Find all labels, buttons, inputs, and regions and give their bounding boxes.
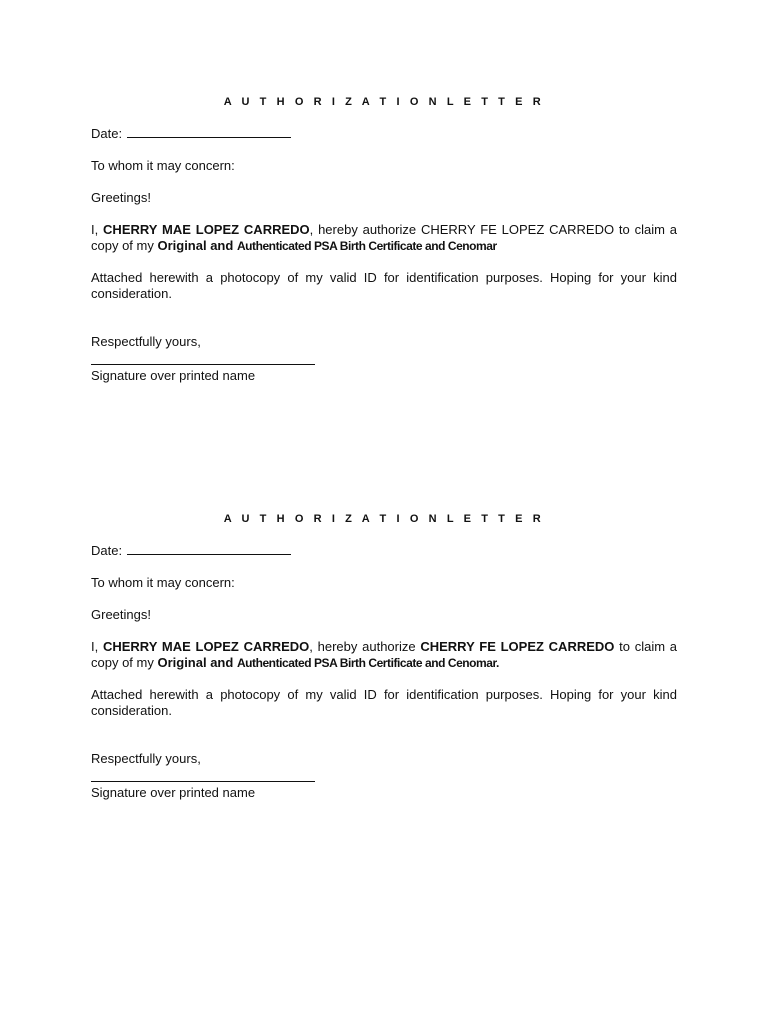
grantee-name: CHERRY FE LOPEZ CARREDO <box>420 639 615 654</box>
closing: Respectfully yours, <box>91 334 201 349</box>
body-prefix: I, <box>91 639 103 654</box>
body-prefix: I, <box>91 222 104 237</box>
document-name-part2: Authenticated PSA Birth Certificate and Cenomar <box>236 239 497 253</box>
document-name-part1: Original and <box>157 238 237 253</box>
document-name-part2: Authenticated PSA Birth Certificate and Cenomar. <box>236 656 499 670</box>
salutation: To whom it may concern: <box>91 158 235 173</box>
closing: Respectfully yours, <box>91 751 201 766</box>
body-mid: , hereby authorize <box>309 639 421 654</box>
body-suffix: to claim a copy of my <box>91 639 677 670</box>
date-label: Date: <box>91 543 123 558</box>
date-blank-line <box>127 543 291 555</box>
attachment-paragraph: Attached herewith a photocopy of my valid ID for identification purposes. Hoping for your kind consideration. <box>91 687 677 718</box>
date-line <box>91 543 677 559</box>
attachment-paragraph: Attached herewith a photocopy of my valid ID for identification purposes. Hoping for your kind consideration. <box>91 270 677 301</box>
letter-title: A U T H O R I Z A T I O N L E T T E R <box>223 96 545 108</box>
salutation: To whom it may concern: <box>91 575 235 590</box>
date-line <box>91 126 677 142</box>
signature-line <box>91 767 315 782</box>
grantee-name: CHERRY FE LOPEZ CARREDO <box>420 222 615 237</box>
greeting: Greetings! <box>91 190 151 205</box>
signature-label: Signature over printed name <box>91 368 256 383</box>
authorization-paragraph <box>91 639 677 671</box>
authorization-paragraph <box>91 222 677 254</box>
greeting: Greetings! <box>91 607 151 622</box>
date-blank-line <box>127 126 291 138</box>
authorization-letter-2 <box>91 511 677 801</box>
letter-title: A U T H O R I Z A T I O N L E T T E R <box>223 513 545 525</box>
grantor-name: CHERRY MAE LOPEZ CARREDO <box>103 222 310 237</box>
authorization-letter-1 <box>91 94 677 384</box>
body-mid: , hereby authorize <box>309 222 421 237</box>
grantor-name: CHERRY MAE LOPEZ CARREDO <box>102 639 310 654</box>
signature-label: Signature over printed name <box>91 785 256 800</box>
date-label: Date: <box>91 126 123 141</box>
body-suffix: to claim a copy of my <box>91 222 677 253</box>
signature-line <box>91 350 315 365</box>
document-name-part1: Original and <box>157 655 237 670</box>
